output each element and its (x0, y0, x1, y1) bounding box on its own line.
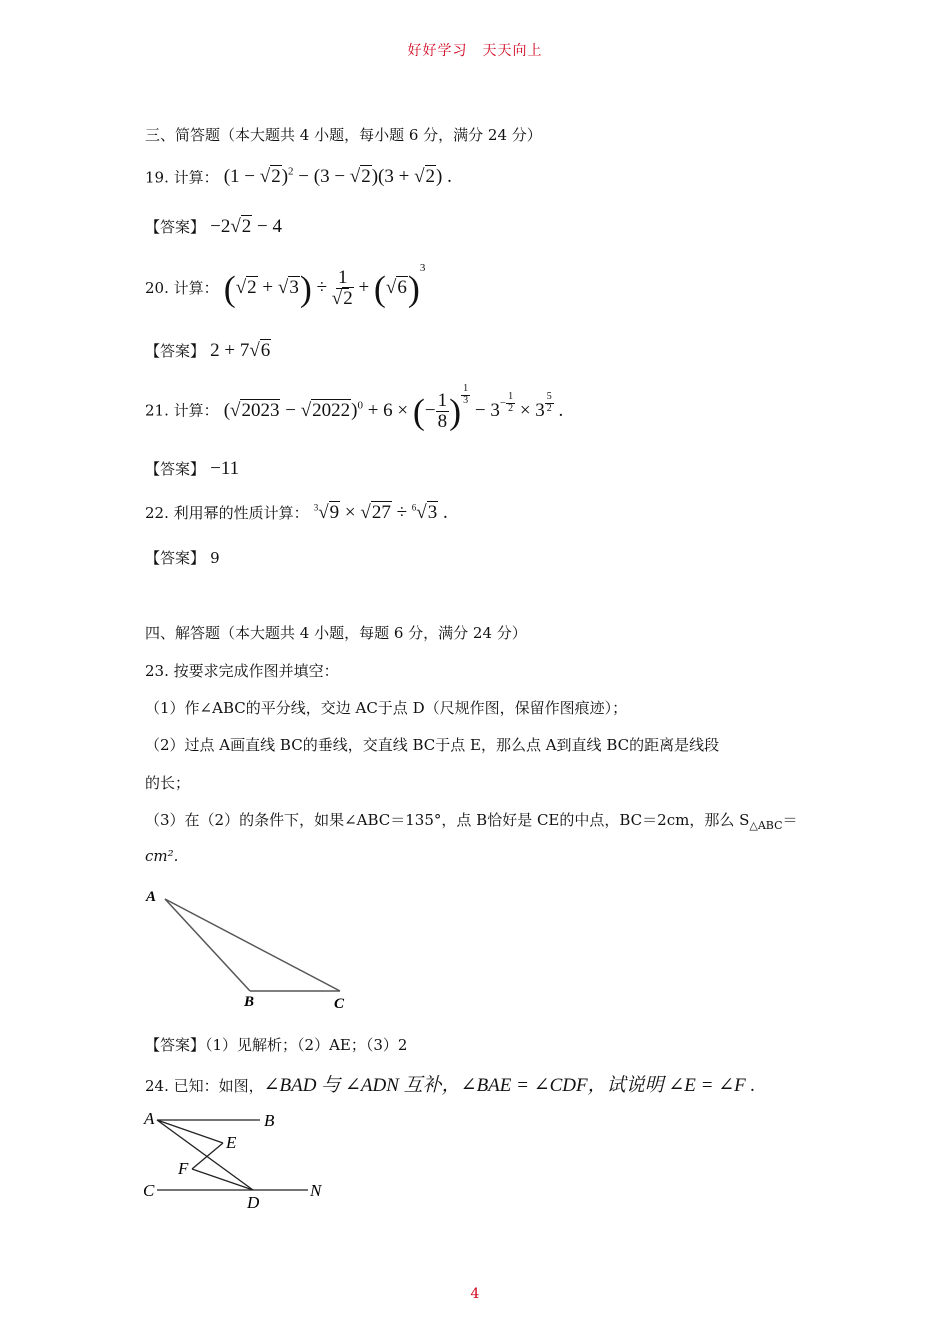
q24-segment-ae (157, 1120, 223, 1143)
q24-label-b: B (264, 1111, 275, 1130)
q23-part-3-unit: cm². (145, 847, 179, 865)
question-24 (145, 1070, 755, 1097)
q19-answer-label: 【答案】 (145, 218, 206, 236)
q22-answer-label: 【答案】 (145, 549, 206, 567)
question-19 (145, 166, 452, 188)
q23-label-c: C (334, 996, 345, 1012)
q23-part-1: （1）作∠ABC的平分线，交边 AC于点 D（尺规作图，保留作图痕迹）； (145, 699, 628, 717)
q19-answer (145, 216, 282, 238)
q20-answer (145, 340, 271, 362)
section-4-heading: 四、解答题（本大题共 4 小题，每题 6 分，满分 24 分） (145, 624, 527, 642)
q20-prefix: 20. 计算： (145, 279, 219, 297)
q21-prefix: 21. 计算： (145, 401, 219, 420)
q24-label-f: F (178, 1159, 189, 1178)
q23-part-2-cont: 的长； (145, 774, 191, 792)
q19-answer-value: −2√2 − 4 (210, 216, 282, 237)
q23-part-3-end: ＝ (782, 811, 798, 829)
q24-label-c: C (143, 1181, 155, 1200)
q24-segment-ad (157, 1120, 253, 1190)
q24-segment-fd (192, 1169, 253, 1190)
q20-answer-value: 2 + 7√6 (210, 340, 271, 361)
q23-area-subscript: △ABC (749, 819, 783, 832)
q24-statement: ∠BAD 与 ∠ADN 互补，∠BAE = ∠CDF，试说明 ∠E = ∠F . (263, 1075, 756, 1096)
q23-part-3-text: （3）在（2）的条件下，如果∠ABC＝135°，点 B恰好是 CE的中点，BC＝2cm，那么 S (145, 811, 750, 829)
question-21 (145, 384, 563, 432)
q20-answer-label: 【答案】 (145, 342, 206, 360)
q21-answer-label: 【答案】 (145, 460, 206, 478)
q23-segment-ab (165, 899, 250, 991)
page-header: 好好学习 天天向上 (407, 43, 543, 59)
q22-prefix: 22. 利用幂的性质计算： (145, 504, 309, 522)
q24-label-a: A (144, 1109, 155, 1128)
q23-part-3 (145, 809, 798, 832)
q23-triangle-figure (140, 884, 370, 1014)
q24-label-n: N (310, 1181, 322, 1200)
q24-label-e: E (226, 1133, 237, 1152)
q23-part-2: （2）过点 A画直线 BC的垂线，交直线 BC于点 E，那么点 A到直线 BC的距离是线段 (145, 736, 720, 754)
section-3-heading: 三、简答题（本大题共 4 小题，每小题 6 分，满分 24 分） (145, 126, 542, 144)
q19-expression: $(1 - √2)^2 - (3 - √2)(3 + √2)$ . (223, 166, 452, 188)
q22-expression: $^3$√9 × √27 ÷ $^6$√3 . (313, 502, 448, 523)
question-20 (145, 262, 425, 309)
q24-label-d: D (247, 1193, 260, 1212)
q20-expression: (√2 + √3) ÷ $\frac{1}{√2}$ + $(√6)^3$ (223, 262, 426, 310)
q23-label-a: A (146, 889, 157, 905)
q23-title: 23. 按要求完成作图并填空： (145, 662, 339, 680)
q21-expression: $(√2023 - √2022)^0 + 6$ × (− $\frac{1}{8}$ ) $^{\frac{1}{3}}$ − $3^{- \frac{1}{2}}$ × 3 $^{\frac{5}{2}}$ . (223, 383, 564, 432)
q23-label-b: B (244, 994, 255, 1010)
q21-answer-value: −11 (210, 458, 240, 479)
q22-answer (145, 547, 220, 568)
q23-segment-ac (165, 899, 340, 991)
q21-answer (145, 458, 239, 480)
q24-figure (140, 1104, 340, 1214)
q23-answer: 【答案】（1）见解析；（2）AE；（3）2 (145, 1036, 408, 1054)
q19-prefix: 19. 计算： (145, 168, 219, 187)
q24-prefix: 24. 已知：如图， (145, 1077, 264, 1095)
page-number: 4 (470, 1286, 480, 1302)
question-22 (145, 502, 448, 524)
q22-answer-value: 9 (210, 549, 220, 567)
